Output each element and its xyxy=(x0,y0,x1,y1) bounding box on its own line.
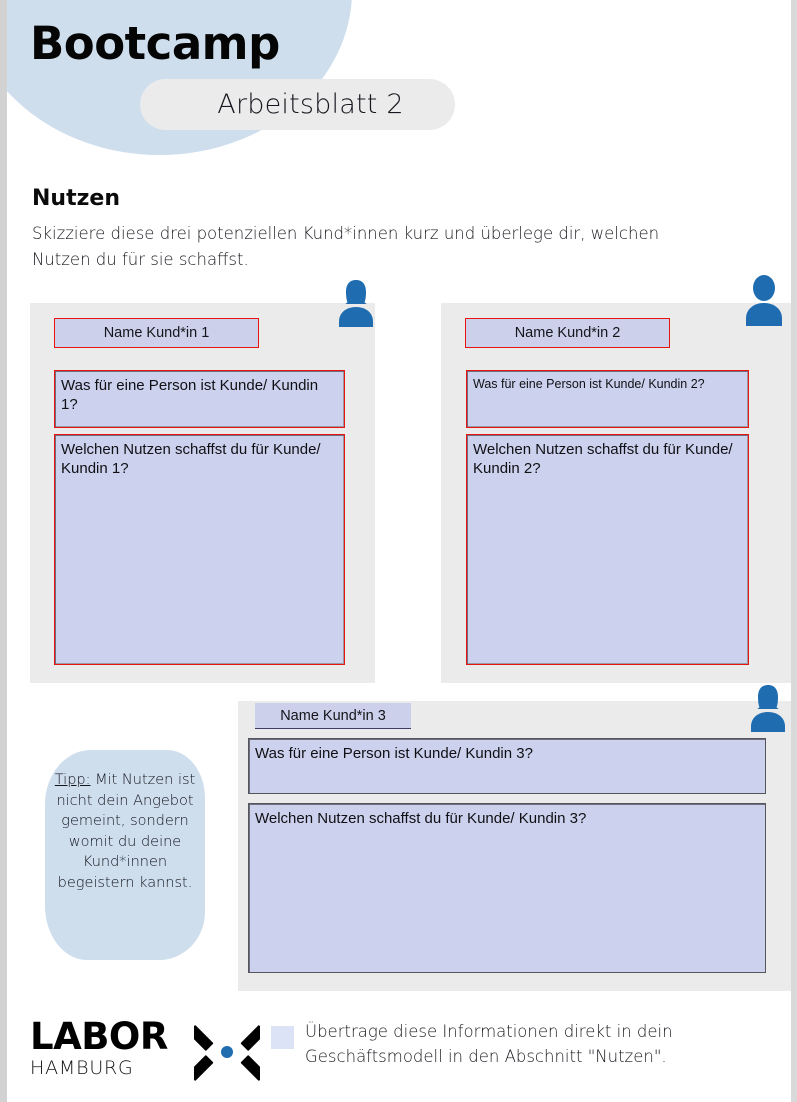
x-cross-icon xyxy=(194,1019,260,1090)
labor-hamburg-logo xyxy=(30,1015,168,1079)
section-intro-text: Skizziere diese drei potenziellen Kund*innen kurz und überlege dir, welchen Nutzen du für sie schaffst. xyxy=(32,224,660,269)
person-description-field-1[interactable]: Was für eine Person ist Kunde/ Kundin 1? xyxy=(54,370,345,428)
tip-label: Tipp: xyxy=(54,772,91,788)
tip-body: Mit Nutzen ist nicht dein Angebot gemeint, sondern womit du deine Kund*innen begeistern kannst. xyxy=(56,772,196,891)
name-field-3[interactable]: Name Kund*in 3 xyxy=(255,703,411,729)
name-field-2[interactable]: Name Kund*in 2 xyxy=(465,318,670,348)
page-title: Bootcamp xyxy=(30,17,280,70)
footer-color-swatch xyxy=(271,1026,294,1049)
value-description-field-1[interactable]: Welchen Nutzen schaffst du für Kunde/ Kundin 1? xyxy=(54,434,345,665)
tip-text xyxy=(45,770,205,893)
person-description-field-3[interactable]: Was für eine Person ist Kunde/ Kundin 3? xyxy=(248,738,766,794)
logo-accent-dot xyxy=(221,1046,233,1058)
footer-note-text: Übertrage diese Informationen direkt in dein Geschäftsmodell in den Abschnitt "Nutzen". xyxy=(305,1022,673,1066)
value-description-field-3[interactable]: Welchen Nutzen schaffst du für Kunde/ Kundin 3? xyxy=(248,803,766,973)
worksheet-badge-label: Arbeitsblatt 2 xyxy=(217,89,404,120)
worksheet-page xyxy=(7,0,791,1102)
person-description-field-2[interactable]: Was für eine Person ist Kunde/ Kundin 2? xyxy=(466,370,749,428)
section-title: Nutzen xyxy=(32,186,120,211)
page-edge-left xyxy=(0,0,7,1102)
logo-subtitle: HAMBURG xyxy=(30,1057,134,1079)
logo-wordmark: LABOR xyxy=(30,1015,168,1058)
value-description-field-2[interactable]: Welchen Nutzen schaffst du für Kunde/ Kundin 2? xyxy=(466,434,749,665)
person-male-icon xyxy=(739,274,789,331)
person-female-icon xyxy=(332,277,380,332)
person-female-icon xyxy=(744,682,791,737)
name-field-1[interactable]: Name Kund*in 1 xyxy=(54,318,259,348)
page-edge-right xyxy=(791,0,797,1102)
